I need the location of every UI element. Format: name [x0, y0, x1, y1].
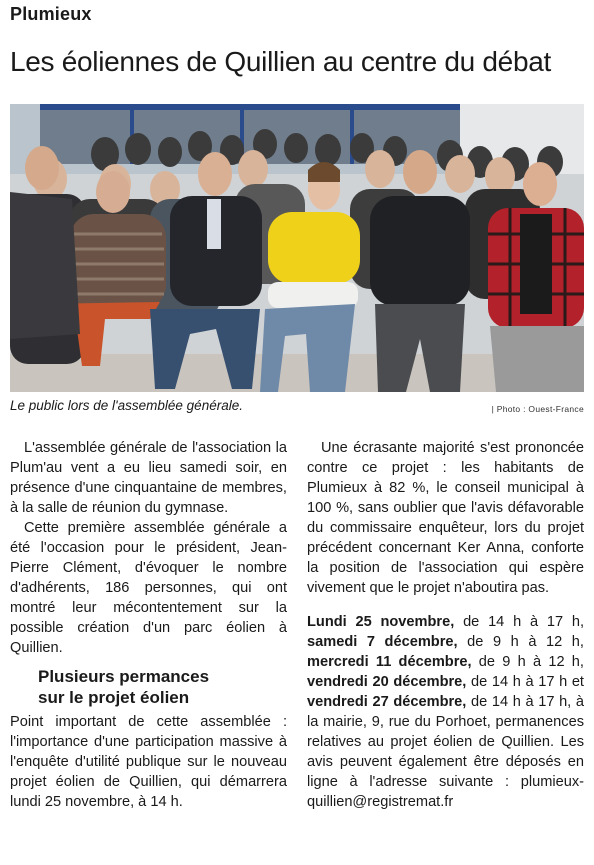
subheading [10, 666, 287, 708]
schedule-date: vendredi 27 décembre, [307, 694, 467, 710]
audience-photo-illustration [10, 104, 584, 392]
subheading-line: sur le projet éolien [38, 688, 190, 707]
schedule-date: vendredi 20 décembre, [307, 674, 467, 690]
article-column-left [10, 438, 287, 812]
section-kicker: Plumieux [10, 4, 92, 24]
schedule-details: de 14 h à 17 h, à la mairie, 9, rue du Porhoet, permanences relatives au projet éolien de Quillien. Les avis peuvent également être déposés en ligne à l'adresse suivante : plumieux-quillien@registremat.fr [307, 694, 584, 810]
photo-caption: Le public lors de l'assemblée générale. [10, 398, 243, 413]
paragraph: Une écrasante majorité s'est prononcée contre ce projet : les habitants de Plumieux à 82 %, le conseil municipal à 100 %, sans oublier que l'avis défavorable du commissaire enquêteur, lors du projet précédent concernant Ker Anna, conforte la position de l'association qui espère vivement que le projet n'aboutira pas. [307, 440, 584, 596]
schedule-time: de 14 h à 17 h, [454, 614, 585, 630]
paragraph: Cette première assemblée générale a été l'occasion pour le président, Jean-Pierre Clément, d'évoquer le nombre d'adhérents, 186 personnes, qui ont montré leur mécontentement sur la possible création d'un parc éolien à Quillien. [10, 520, 287, 656]
article-column-right [307, 438, 584, 812]
paragraph: L'assemblée générale de l'association la Plum'au vent a eu lieu samedi soir, en présence d'une cinquantaine de membres, à la salle de réunion du gymnase. [10, 440, 287, 516]
article-headline: Les éoliennes de Quillien au centre du débat [10, 46, 551, 77]
article-photo [10, 104, 584, 392]
subheading-line: Plusieurs permances [38, 667, 210, 686]
schedule-date: Lundi 25 novembre, [307, 614, 455, 630]
schedule-time: de 14 h à 17 h et [466, 674, 584, 690]
schedule-paragraph [307, 612, 584, 812]
paragraph: Point important de cette assemblée : l'importance d'une participation massive à l'enquête d'utilité publique sur le nouveau projet éolien de Quillien, qui démarrera lundi 25 novembre, à 14 h. [10, 714, 287, 810]
schedule-date: mercredi 11 décembre, [307, 654, 472, 670]
schedule-time: de 9 h à 12 h, [457, 634, 584, 650]
schedule-date: samedi 7 décembre, [307, 634, 458, 650]
schedule-time: de 9 h à 12 h, [471, 654, 584, 670]
photo-credit: | Photo : Ouest-France [491, 404, 584, 414]
